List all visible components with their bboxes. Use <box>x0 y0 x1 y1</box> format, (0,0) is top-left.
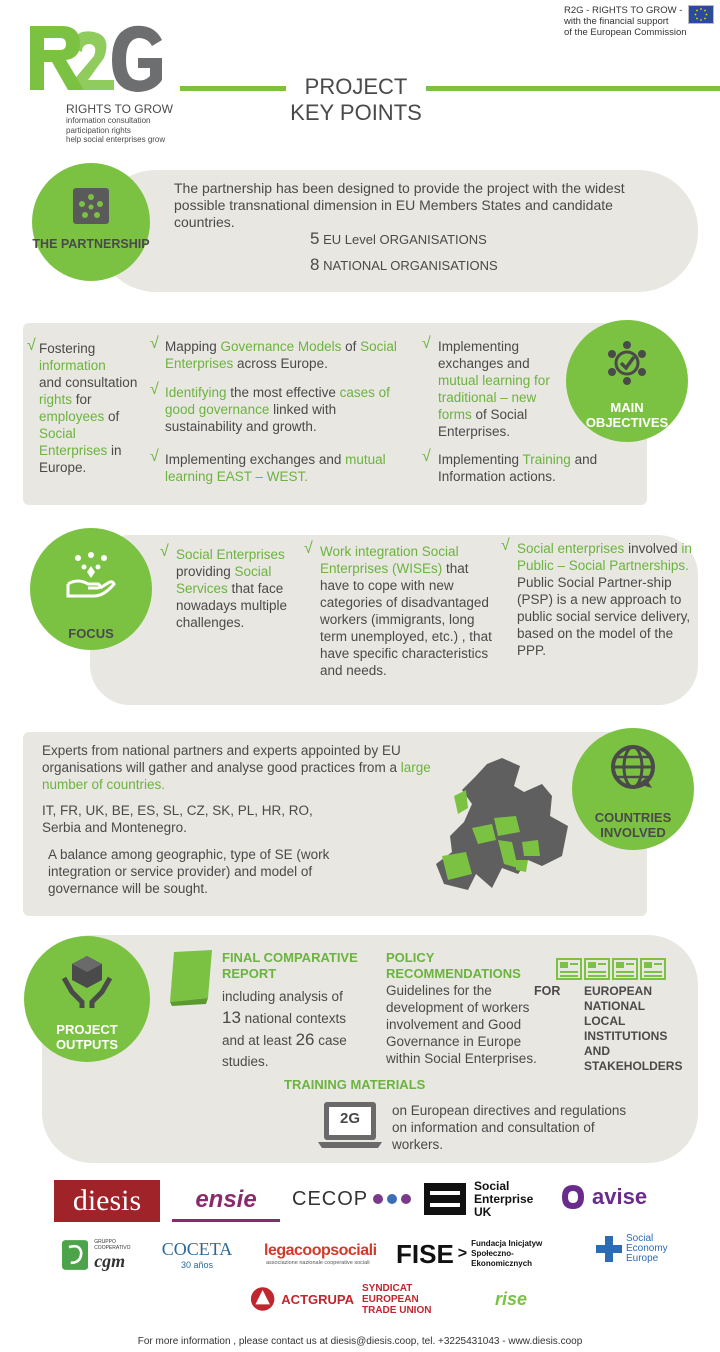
highlight: mutual learning EAST – WEST. <box>165 452 386 484</box>
partner-logo-avise[interactable] <box>560 1180 672 1214</box>
partner-logo-see[interactable] <box>596 1232 682 1266</box>
policy-title: POLICY RECOMMENDATIONS <box>386 950 521 981</box>
outputs-label-line: OUTPUTS <box>55 1037 119 1052</box>
cgm-text-block <box>94 1239 146 1272</box>
partner-logo-diesis[interactable]: diesis <box>54 1180 160 1222</box>
highlight: rights <box>39 392 73 407</box>
training-title: TRAINING MATERIALS <box>284 1077 426 1092</box>
tagline-line: participation rights <box>66 125 131 135</box>
highlight: Social Services <box>176 564 272 596</box>
check-icon: √ <box>422 335 431 352</box>
report-title: FINAL COMPARATIVE REPORT <box>222 950 358 981</box>
eu-orgs-number: 5 <box>310 229 320 248</box>
outputs-badge <box>24 936 150 1062</box>
text: national contexts and at least <box>222 1011 346 1048</box>
title-line: KEY POINTS <box>290 100 422 125</box>
report-number: 26 <box>295 1030 315 1049</box>
text: of Social Enterprises. <box>438 407 528 439</box>
partner-logo-fise[interactable] <box>396 1236 582 1272</box>
report-number: 13 <box>222 1008 241 1027</box>
partnership-label: THE PARTNERSHIP <box>32 237 150 251</box>
eu-flag-icon <box>688 5 714 24</box>
team-check-icon <box>604 340 650 386</box>
hands-box-icon <box>62 952 112 1008</box>
highlight: Social <box>39 426 76 441</box>
objective-training <box>438 451 598 485</box>
tagline-line: help social enterprises grow <box>66 135 166 144</box>
cgm-sub: GRUPPO COOPERATIVO <box>94 1238 131 1251</box>
text: Public Social Partner-ship (PSP) is a new approach to public social service delivery, based on the model of the PPP. <box>517 575 691 658</box>
footer-contact: For more information , please contact us at diesis@diesis.coop, tel. +3225431043 - www.diesis.coop <box>137 1336 583 1347</box>
r2g-logo <box>22 18 182 108</box>
coceta-text: COCETA <box>161 1238 233 1259</box>
seuk-text: Social Enterprise UK <box>474 1178 534 1219</box>
text: Implementing exchanges and <box>165 452 346 467</box>
check-icon: √ <box>501 537 510 554</box>
laptop-logo: 2G <box>340 1110 361 1127</box>
text: that face nowadays multiple challenges. <box>176 581 288 630</box>
check-icon: √ <box>27 337 36 354</box>
title-bar-right <box>426 86 720 91</box>
partner-logo-actgrupa[interactable] <box>250 1284 354 1314</box>
partner-logo-ensie[interactable]: ensie <box>172 1180 280 1222</box>
outputs-label-line: PROJECT <box>56 1022 118 1037</box>
highlight: Social Enterprises <box>165 339 397 371</box>
text: Europe. <box>39 460 87 475</box>
check-icon: √ <box>150 335 159 352</box>
check-icon: √ <box>160 543 169 560</box>
partner-logo-legacoop[interactable] <box>246 1236 386 1272</box>
laptop-icon <box>318 1100 382 1150</box>
highlight: large number of countries. <box>42 760 431 792</box>
national-orgs-text: NATIONAL ORGANISATIONS <box>323 258 498 273</box>
partner-logo-cgm[interactable] <box>62 1236 146 1274</box>
objective-traditional-new <box>438 338 564 440</box>
text: and Information actions. <box>438 452 598 484</box>
text: in <box>107 443 122 458</box>
fise-sub: Fundacja Inicjatyw Społeczno-Ekonomicznych <box>471 1239 543 1268</box>
support-line: R2G - RIGHTS TO GROW - <box>564 5 683 16</box>
countries-label-line: COUNTRIES <box>594 810 672 825</box>
focus-psp <box>517 540 693 659</box>
logo-tagline <box>66 116 165 145</box>
objectives-label <box>566 400 688 430</box>
europe-map <box>432 756 572 896</box>
support-line: of the European Commission <box>564 27 687 38</box>
hand-giving-icon <box>64 550 118 600</box>
coceta-sub: 30 años <box>180 1259 214 1270</box>
text: including analysis of <box>222 989 343 1004</box>
highlight: cases of good governance <box>165 385 390 417</box>
see-text: Social Economy Europe <box>626 1233 668 1264</box>
text: providing <box>176 564 235 579</box>
cgm-text: cgm <box>94 1250 126 1271</box>
highlight: Social Enterprises <box>176 547 285 562</box>
text: case studies. <box>222 1033 347 1069</box>
eu-orgs-text: EU Level ORGANISATIONS <box>323 232 487 247</box>
globe-icon <box>608 742 658 792</box>
focus-social-services <box>176 546 296 631</box>
check-icon: √ <box>422 448 431 465</box>
see-cross-icon <box>596 1236 622 1262</box>
support-note <box>564 5 687 38</box>
cecop-text: CECOP <box>292 1187 369 1210</box>
text: of <box>341 339 361 354</box>
eu-orgs <box>310 229 487 249</box>
text: Implementing <box>438 452 523 467</box>
text: Implementing exchanges and <box>438 339 530 371</box>
highlight: Enterprises <box>39 443 108 458</box>
highlight: Identifying <box>165 385 227 400</box>
support-line: with the financial support <box>564 16 669 27</box>
tagline-line: information consultation <box>66 116 151 125</box>
partnership-text: The partnership has been designed to provide the project with the widest possible transnational dimension in EU Members States and candidate countries. <box>174 180 625 230</box>
countries-badge <box>572 728 694 850</box>
text: Mapping <box>165 339 221 354</box>
policy-text: Guidelines for the development of workers involvement and Good Governance in Europe within Social Enterprises. <box>386 983 537 1066</box>
highlight: Social enterprises <box>517 541 625 556</box>
national-orgs <box>310 255 498 275</box>
report-text <box>222 986 368 1072</box>
objective-fostering <box>39 340 151 476</box>
countries-intro <box>42 742 442 793</box>
text: for <box>72 392 92 407</box>
check-icon: √ <box>150 448 159 465</box>
objectives-label-line: MAIN <box>610 400 644 415</box>
highlight: employees <box>39 409 105 424</box>
text: that have to cope with new categories of disadvantaged workers (immigrants, long term unemployed, etc.) , that have specific characteristics and needs. <box>320 561 492 678</box>
objective-identifying <box>165 384 415 435</box>
partnership-badge <box>32 163 150 281</box>
text: linked with sustainability and growth. <box>165 402 337 434</box>
objectives-badge <box>566 320 688 442</box>
partner-logo-seuk[interactable] <box>424 1178 550 1219</box>
text: and consultation <box>39 375 138 390</box>
focus-badge <box>30 528 152 650</box>
check-icon: √ <box>150 381 159 398</box>
document-icons <box>556 958 666 980</box>
partner-logo-coceta[interactable] <box>158 1232 236 1276</box>
actgrupa-mark-icon <box>250 1285 275 1313</box>
partner-logo-cecop[interactable] <box>292 1184 416 1214</box>
title-bar-left <box>180 86 286 91</box>
network-icon <box>72 187 110 225</box>
legacoop-text: legacoopsociali <box>264 1242 377 1259</box>
r2g-logo-mark <box>22 18 172 100</box>
seuk-mark-icon <box>424 1183 466 1215</box>
fise-text: FISE <box>396 1238 454 1269</box>
focus-wises <box>320 543 494 679</box>
partner-logo-syndicat[interactable]: SYNDICAT EUROPEAN TRADE UNION <box>362 1282 432 1316</box>
avise-mark-icon <box>560 1183 586 1211</box>
text: of <box>104 409 120 424</box>
text: Experts from national partners and experts appointed by EU organisations will gather and analyse good practices from a <box>42 743 401 775</box>
text: Fostering <box>39 341 96 356</box>
target-stakeholders: EUROPEAN NATIONAL LOCAL INSTITUTIONS AND STAKEHOLDERS <box>584 984 683 1073</box>
training-text: on European directives and regulations on information and consultation of workers. <box>392 1103 627 1152</box>
legacoop-sub: associazione nazionale cooperative sociali <box>266 1260 370 1266</box>
highlight: Training <box>522 452 571 467</box>
logo-title: RIGHTS TO GROW <box>66 102 173 116</box>
countries-label-line: INVOLVED <box>600 825 666 840</box>
cecop-dots-icon <box>372 1193 412 1205</box>
countries-balance: A balance among geographic, type of SE (work integration or service provider) and model of governance will be sought. <box>48 847 330 896</box>
title-line: PROJECT <box>304 74 408 99</box>
objectives-label-line: OBJECTIVES <box>585 415 669 430</box>
actgrupa-text: ACTGRUPA <box>281 1291 354 1307</box>
highlight: mutual learning for traditional – new forms <box>438 373 550 422</box>
text: across Europe. <box>233 356 328 371</box>
cgm-mark-icon <box>62 1238 88 1272</box>
objective-east-west <box>165 451 415 485</box>
outputs-label <box>24 1022 150 1052</box>
countries-list: IT, FR, UK, BE, ES, SL, CZ, SK, PL, HR, RO, Serbia and Montenegro. <box>42 803 313 835</box>
countries-label <box>572 810 694 840</box>
focus-label: FOCUS <box>68 626 114 641</box>
fise-arrow-icon: > <box>457 1245 468 1262</box>
highlight: Work integration Social Enterprises (WISEs) <box>320 544 459 576</box>
page-title <box>286 74 426 126</box>
objective-mapping <box>165 338 415 372</box>
partner-logo-rise[interactable]: rise <box>494 1288 528 1309</box>
check-icon: √ <box>304 540 313 557</box>
avise-text: avise <box>592 1184 648 1209</box>
highlight: in Public – Social Partnerships. <box>517 541 692 573</box>
for-label: FOR <box>534 984 561 998</box>
highlight: Governance Models <box>220 339 342 354</box>
highlight: information <box>39 358 106 373</box>
national-orgs-number: 8 <box>310 255 320 274</box>
text: the most effective <box>226 385 340 400</box>
text: involved <box>624 541 682 556</box>
report-book-icon <box>166 948 216 1006</box>
